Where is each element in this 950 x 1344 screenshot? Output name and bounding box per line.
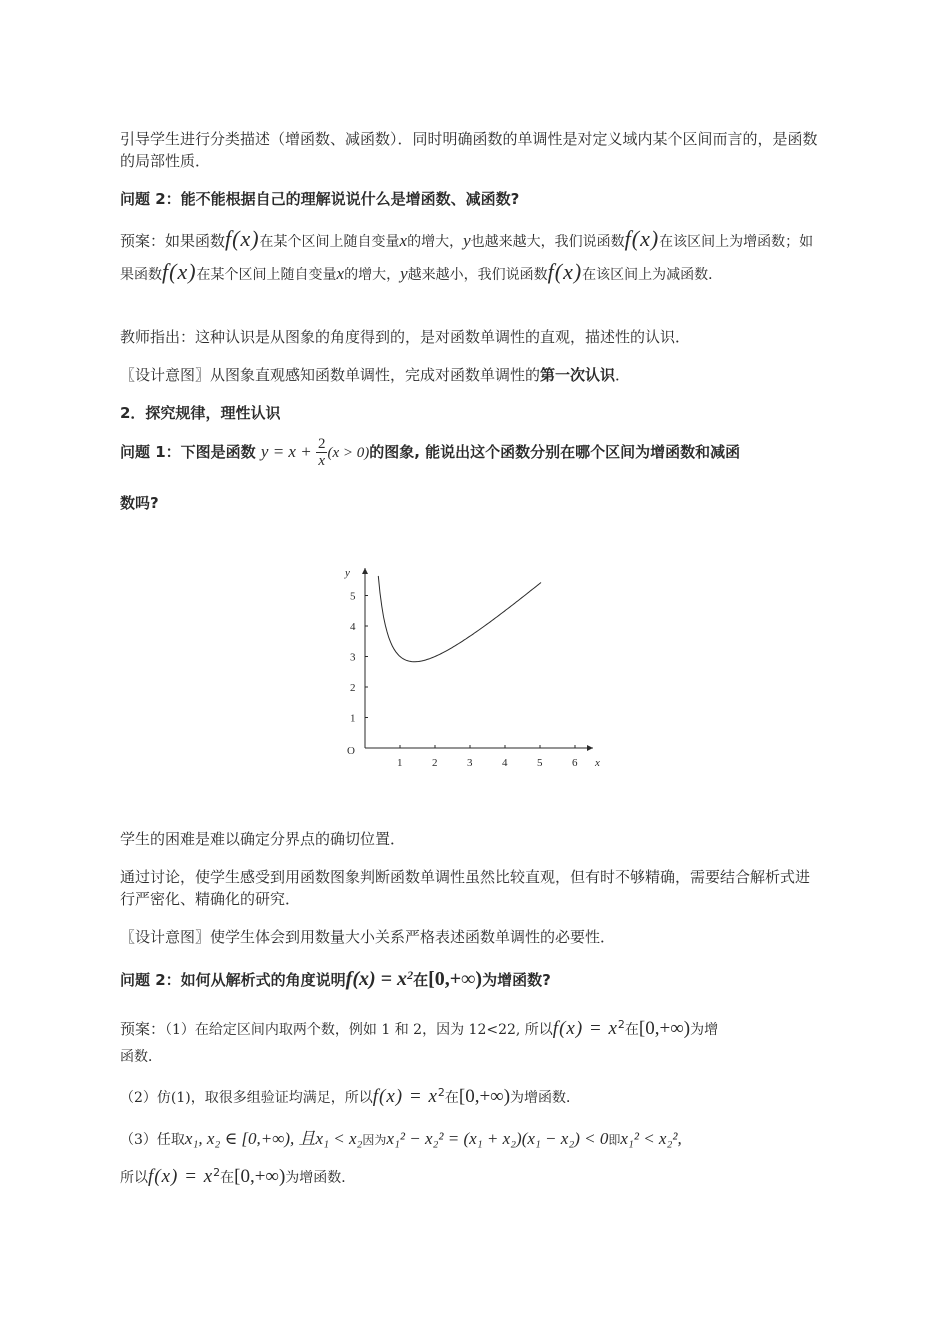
- teacher-note: 教师指出：这种认识是从图象的角度得到的，是对函数单调性的直观，描述性的认识．: [120, 328, 691, 346]
- formula-fraction: [316, 436, 328, 469]
- x-tick-label: 1: [397, 757, 403, 769]
- answer-text: 在该区间上为减函数．: [582, 267, 723, 283]
- zai-text: 在: [624, 1022, 639, 1038]
- formula-inequality-2: x₁² < x₂²,: [620, 1129, 682, 1148]
- design-end: ．: [615, 366, 631, 384]
- interval: [0,+∞): [458, 1086, 511, 1107]
- answer-text: 在该区间上为增函数；如果函数: [120, 234, 814, 283]
- formula-fx-x2: f(x) = x: [372, 1086, 438, 1107]
- answer-1-paragraph: [120, 224, 820, 290]
- y-tick-label: 4: [350, 621, 356, 633]
- answer-text: 的增大，: [344, 267, 401, 283]
- x-tick-label: 2: [432, 757, 438, 769]
- var-x: x: [336, 264, 345, 283]
- discussion-paragraph: 通过讨论，使学生感受到用函数图象判断函数单调性虽然比较直观，但有时不够精确，需要结合解析式进行严密化、精确化的研究．: [120, 868, 811, 908]
- var-y: y: [463, 231, 471, 250]
- zai-text: 在: [444, 1090, 459, 1106]
- x-tick-label: 5: [537, 757, 543, 769]
- origin-label: O: [347, 745, 355, 757]
- y-tick-label: 2: [350, 682, 356, 694]
- answer-text: 也越来越大，我们说函数: [470, 234, 625, 250]
- formula-rhs: (x > 0): [327, 445, 370, 461]
- zai-text: 在: [220, 1170, 235, 1186]
- answer-2-part-2: [120, 1078, 820, 1113]
- exponent: 2: [213, 1166, 221, 1179]
- question-1: [120, 436, 820, 469]
- question-2b-post: 为增函数?: [482, 971, 551, 989]
- interval: [0,+∞): [428, 968, 483, 990]
- zai-text: 在: [413, 971, 429, 989]
- formula-lhs: y = x +: [260, 442, 316, 461]
- design-text: 〖设计意图〗从图象直观感知函数单调性，完成对函数单调性的: [120, 366, 541, 384]
- formula-fx-x2: f(x) = x: [345, 968, 408, 990]
- question-2-heading: 问题 2：能不能根据自己的理解说说什么是增函数、减函数?: [120, 190, 520, 208]
- question-1-line2: 数吗?: [120, 494, 159, 512]
- y-tick-label: 3: [350, 651, 356, 664]
- answer-2-text: （1）在给定区间内取两个数，例如 1 和 2，因为 12<22, 所以: [165, 1022, 553, 1038]
- y-tick-label: 1: [350, 712, 356, 725]
- formula-fx-x2: f(x) = x: [552, 1018, 618, 1039]
- answer-2-text: 为增函数．: [285, 1170, 356, 1186]
- answer-text: 的增大，: [407, 234, 464, 250]
- answer-2-part-1-cont: 函数．: [120, 1049, 162, 1065]
- section-2-heading: 2．探究规律，理性认识: [120, 404, 281, 422]
- x-tick-label: 6: [572, 757, 578, 769]
- y-axis-label: y: [345, 567, 350, 579]
- answer-2-text: （3）任取: [120, 1132, 185, 1148]
- difficulty-note: 学生的困难是难以确定分界点的确切位置．: [120, 830, 406, 848]
- question-2b-pre: 问题 2：如何从解析式的角度说明: [120, 971, 346, 989]
- x-axis-arrow: [587, 745, 593, 751]
- answer-2-text: 为增函数．: [510, 1090, 581, 1106]
- exponent: 2: [617, 1018, 625, 1031]
- answer-2-part-3-cont: [120, 1158, 820, 1193]
- function-graph: [330, 560, 620, 780]
- var-y: y: [400, 264, 408, 283]
- y-tick-label: 5: [350, 590, 356, 603]
- x-tick-label: 4: [502, 757, 508, 769]
- answer-2-text: 所以: [120, 1170, 148, 1186]
- var-x: x: [399, 231, 408, 250]
- fraction-denominator: x: [318, 453, 326, 469]
- formula-inequality: x₁² − x₂² = (x₁ + x₂)(x₁ − x₂) < 0: [386, 1129, 609, 1148]
- answer-2-text: 因为: [362, 1133, 387, 1147]
- answer-2-label: 预案：: [120, 1020, 166, 1038]
- answer-label: 预案：如果函数: [120, 232, 226, 250]
- intro-paragraph: 引导学生进行分类描述（增函数、减函数）．同时明确函数的单调性是对定义域内某个区间而言的，是函数的局部性质．: [120, 130, 818, 170]
- interval: [0,+∞): [234, 1166, 286, 1187]
- function-curve: [378, 576, 541, 662]
- fx-formula: f(x): [624, 226, 660, 251]
- x-axis-label: x: [595, 757, 600, 769]
- design-bold: 第一次认识: [540, 366, 616, 384]
- answer-2-part-1: [120, 1010, 820, 1045]
- formula-x1-x2: x₁, x₂ ∈ [0,+∞), 且x₁ < x₂: [184, 1129, 363, 1148]
- formula-fx-x2: f(x) = x: [148, 1166, 214, 1187]
- fraction-numerator: 2: [317, 436, 326, 452]
- design-intent-1: [120, 364, 820, 386]
- answer-2-text: 即: [608, 1133, 621, 1147]
- answer-2-text: （2）仿(1)，取很多组验证均满足，所以: [120, 1090, 373, 1106]
- answer-2-text: 为增: [690, 1022, 719, 1038]
- question-1-pre: 问题 1：下图是函数: [120, 443, 256, 461]
- interval: [0,+∞): [638, 1018, 691, 1039]
- fx-formula: f(x): [225, 226, 260, 251]
- answer-text: 越来越小，我们说函数: [407, 267, 548, 283]
- exponent: 2: [407, 968, 414, 982]
- answer-text: 在某个区间上随自变量: [196, 267, 337, 283]
- y-axis-arrow: [362, 568, 368, 574]
- answer-2-part-3: [120, 1124, 820, 1155]
- answer-text: 在某个区间上随自变量: [259, 234, 400, 250]
- design-intent-2: 〖设计意图〗使学生体会到用数量大小关系严格表述函数单调性的必要性．: [120, 928, 616, 946]
- exponent: 2: [437, 1086, 445, 1099]
- question-2b: [120, 960, 820, 995]
- x-tick-label: 3: [467, 757, 473, 769]
- question-1-post: 的图象, 能说出这个函数分别在哪个区间为增函数和减函: [369, 443, 741, 461]
- fx-formula: f(x): [547, 259, 583, 284]
- fx-formula: f(x): [162, 259, 197, 284]
